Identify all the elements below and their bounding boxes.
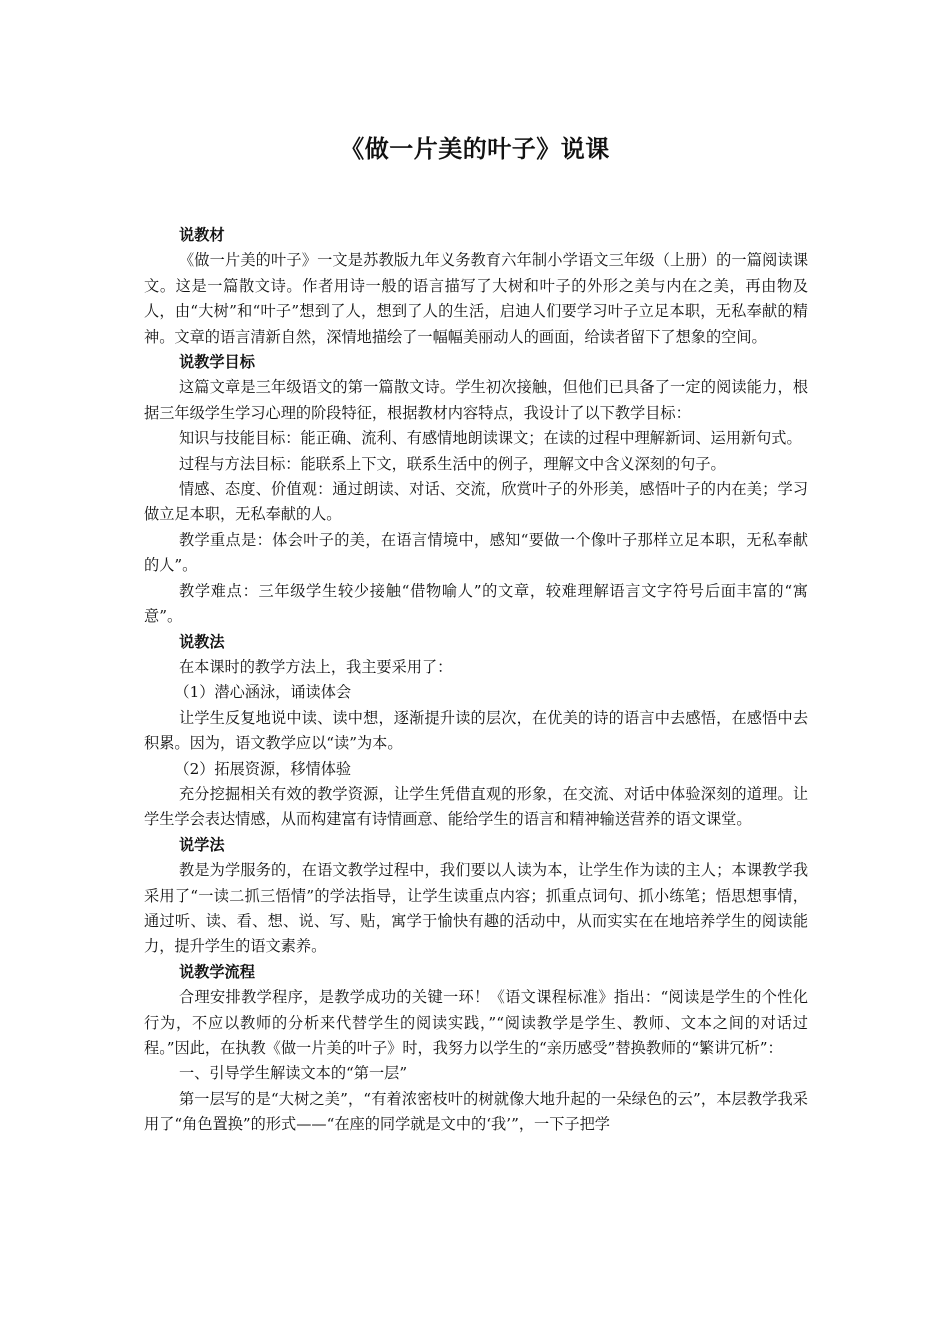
section-heading: 说教材 xyxy=(178,226,225,244)
sub-heading: （2）拓展资源，移情体验 xyxy=(174,759,352,778)
section-heading: 说学法 xyxy=(178,835,225,854)
paragraph: 充分挖掘相关有效的教学资源，让学生凭借直观的形象，在交流、对话中体验深刻的道理。让学生学会表达情感，从而构建富有诗情画意、能给学生的语言和精神输送营养的语文课堂。 xyxy=(144,784,808,829)
paragraph: 教学难点：三年级学生较少接触“借物喻人”的文章，较难理解语言文字符号后面丰富的“寓意”。 xyxy=(144,581,808,626)
paragraph: 教学重点是：体会叶子的美，在语言情境中，感知“要做一个像叶子那样立足本职，无私奉献的人”。 xyxy=(144,530,808,575)
paragraph: 在本课时的教学方法上，我主要采用了： xyxy=(178,657,453,676)
section-heading: 说教学流程 xyxy=(178,962,255,981)
paragraph: 第一层写的是“大树之美”，“有着浓密枝叶的树就像大地升起的一朵绿色的云”，本层教学我采用了“角色置换”的形式——“在座的同学就是文中的‘我’”，一下子把学 xyxy=(144,1089,808,1134)
paragraph: 让学生反复地说中读、读中想，逐渐提升读的层次，在优美的诗的语言中去感悟，在感悟中去积累。因为，语文教学应以“读”为本。 xyxy=(144,708,808,753)
paragraph: 情感、态度、价值观：通过朗读、对话、交流，欣赏叶子的外形美，感悟叶子的内在美；学习做立足本职，无私奉献的人。 xyxy=(144,480,808,524)
sub-heading: （1）潜心涵泳，诵读体会 xyxy=(174,683,352,702)
paragraph: 教是为学服务的，在语文教学过程中，我们要以人读为本，让学生作为读的主人；本课教学我采用了“一读二抓三悟情”的学法指导，让学生读重点内容；抓重点词句、抓小练笔；悟思想事情，通过听、读、看、想、说、写、贴，寓学于愉快有趣的活动中，从而实实在在地培养学生的阅读能力，提升学生的语文素养。 xyxy=(144,861,808,956)
paragraph: 这篇文章是三年级语文的第一篇散文诗。学生初次接触，但他们已具备了一定的阅读能力，根据三年级学生学习心理的阶段特征，根据教材内容特点，我设计了以下教学目标： xyxy=(144,378,808,422)
paragraph: 一、引导学生解读文本的“第一层” xyxy=(178,1064,408,1083)
document-body xyxy=(144,223,808,1138)
paragraph: 合理安排教学程序，是教学成功的关键一环！《语文课程标准》指出：“阅读是学生的个性化行为，不应以教师的分析来代替学生的阅读实践，”“阅读教学是学生、教师、文本之间的对话过程。”因此，在执教《做一片美的叶子》时，我努力以学生的“亲历感受”替换教师的“繁讲冗析”： xyxy=(144,988,808,1057)
section-heading: 说教学目标 xyxy=(178,353,255,372)
section-heading: 说教法 xyxy=(178,632,225,651)
paragraph: 《做一片美的叶子》一文是苏教版九年义务教育六年制小学语文三年级（上册）的一篇阅读课文。这是一篇散文诗。作者用诗一般的语言描写了大树和叶子的外形之美与内在之美，再由物及人，由“大树”和“叶子”想到了人，想到了人的生活，启迪人们要学习叶子立足本职，无私奉献的精神。文章的语言清新自然，深情地描绘了一幅幅美丽动人的画面，给读者留下了想象的空间。 xyxy=(144,251,808,346)
document-title: 《做一片美的叶子》说课 xyxy=(340,135,610,163)
paragraph: 过程与方法目标：能联系上下文，联系生活中的例子，理解文中含义深刻的句子。 xyxy=(178,454,726,473)
paragraph: 知识与技能目标：能正确、流利、有感情地朗读课文；在读的过程中理解新词、运用新句式。 xyxy=(178,429,802,448)
